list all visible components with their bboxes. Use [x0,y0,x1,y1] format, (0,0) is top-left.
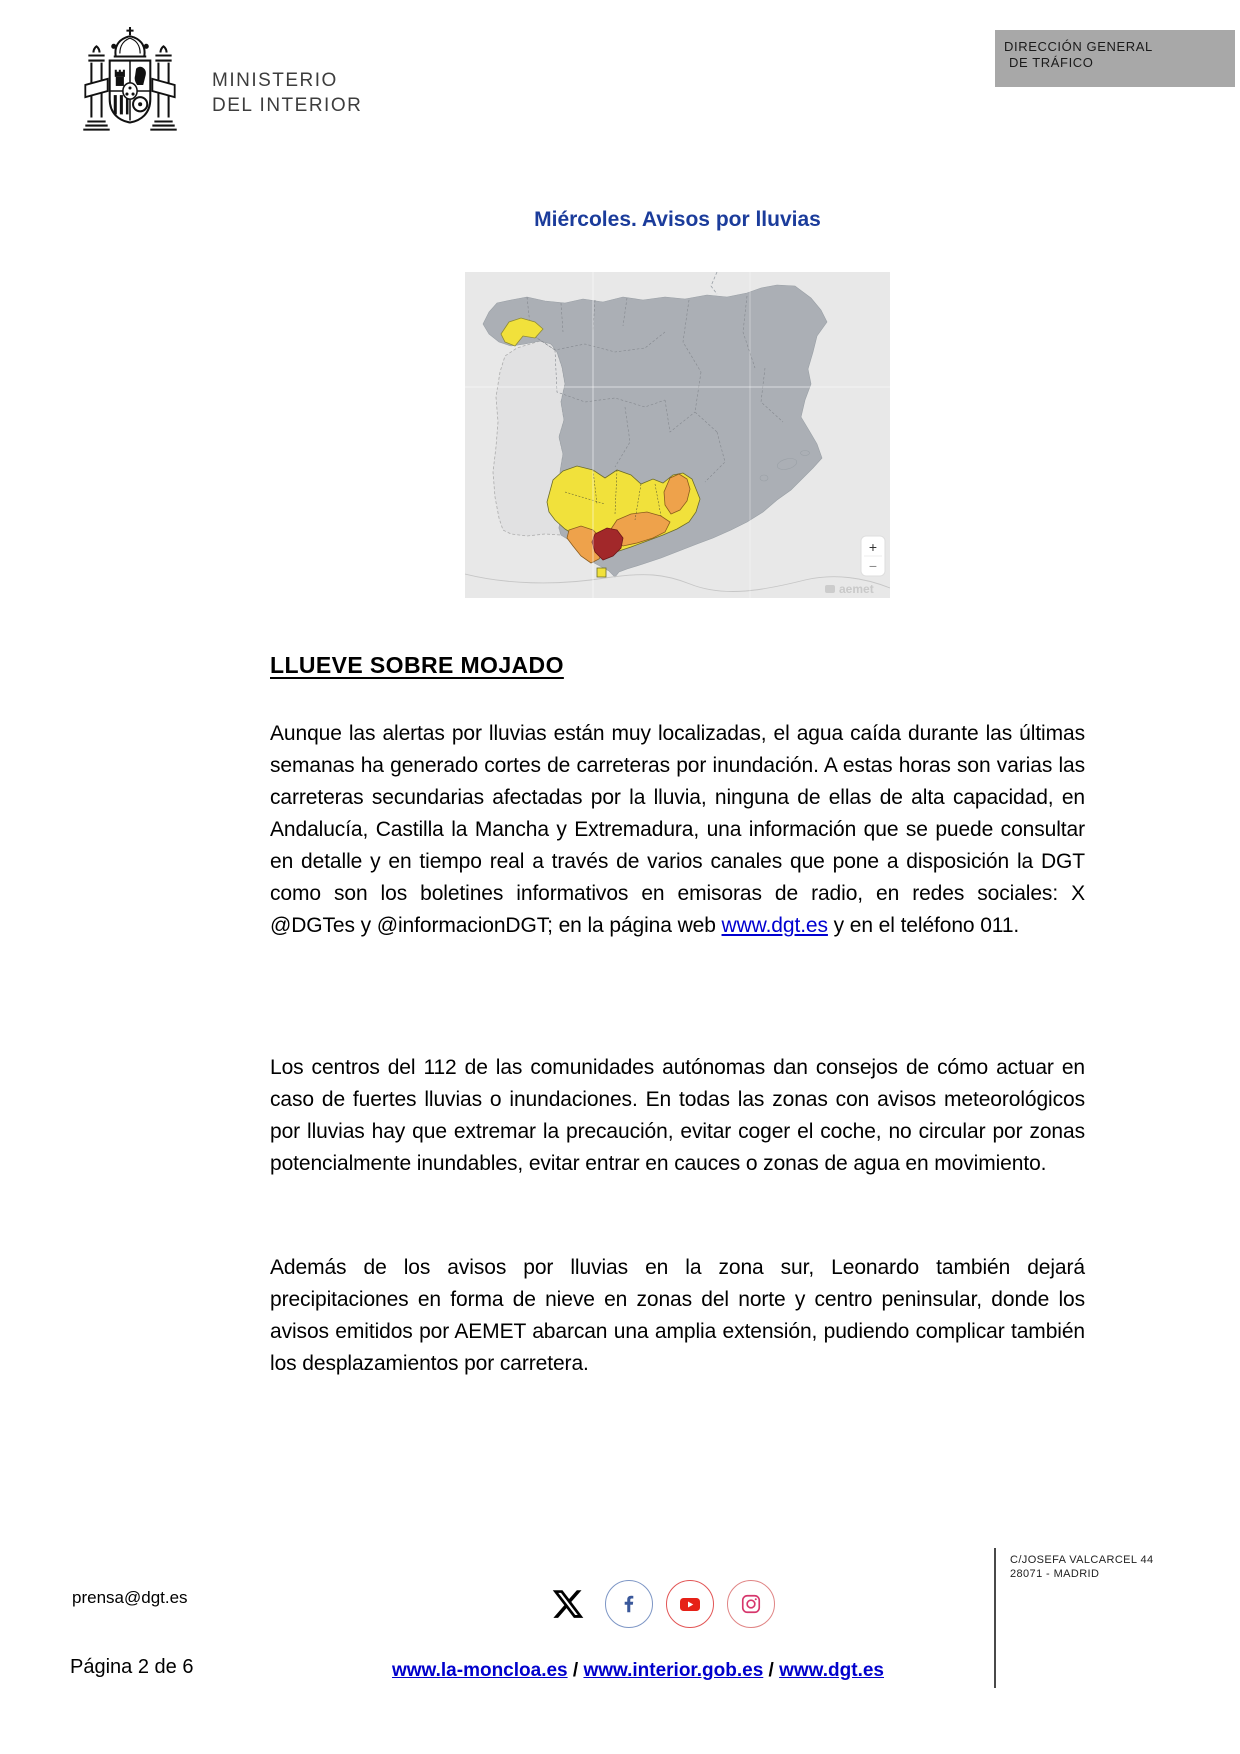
map-zoom-control [861,536,885,576]
x-twitter-icon[interactable] [544,1580,592,1628]
address-line2: 28071 - MADRID [1010,1568,1100,1580]
ministry-name [212,68,362,118]
section-heading: LLUEVE SOBRE MOJADO [270,652,564,678]
department-line2: DE TRÁFICO [1009,55,1094,70]
department-line1: DIRECCIÓN GENERAL [1004,39,1153,54]
page-number: Página 2 de 6 [70,1656,194,1678]
paragraph-3: Además de los avisos por lluvias en la zona sur, Leonardo también dejará precipitaciones en forma de nieve en zonas del norte y centro peninsular, donde los avisos emitidos por AEMET abarcan una amplia extensión, pudiendo complicar también los desplazamientos por carretera. [270,1256,1085,1375]
address-line1: C/JOSEFA VALCARCEL 44 [1010,1554,1154,1566]
aemet-attribution-text: aemet [839,582,874,596]
coat-of-arms-icon [68,24,192,154]
instagram-icon[interactable] [727,1580,775,1628]
dgt-footer-link[interactable]: www.dgt.es [779,1660,884,1681]
ministry-line2: DEL INTERIOR [212,95,363,116]
link-separator: / [567,1660,584,1681]
warning-zone-ceuta-yellow [597,568,606,577]
paragraph-2: Los centros del 112 de las comunidades autónomas dan consejos de cómo actuar en caso de fuertes lluvias o inundaciones. En todas las zonas con avisos meteorológicos por lluvias hay que extremar la precaución, evitar coger el coche, no circular por zonas potencialmente inundables, evitar entrar en cauces o zonas de agua en movimiento. [270,1056,1085,1175]
office-address [1010,1553,1154,1581]
youtube-icon[interactable] [666,1580,714,1628]
paragraph-1-text-after: y en el teléfono 011. [827,914,1020,937]
map-zoom-out-button[interactable]: − [868,558,878,574]
paragraph-1-text-before: Aunque las alertas por lluvias están muy localizadas, el agua caída durante las últimas semanas ha generado cortes de carreteras por inundación. A estas horas son varias las carreteras secundarias afectadas por la lluvia, ninguna de ellas de alta capacidad, en Andalucía, Castilla la Mancha y Extremadura, una información que se puede consultar en detalle y en tiempo real a través de varios canales que pone a disposición la DGT como son los boletines informativos en emisoras de radio, en redes sociales: X @DGTes y @informacionDGT; en la página web [270,722,1085,937]
facebook-icon[interactable] [605,1580,653,1628]
interior-gob-link[interactable]: www.interior.gob.es [583,1660,764,1681]
dgt-website-link[interactable]: www.dgt.es [721,914,828,937]
link-separator: / [763,1660,780,1681]
department-badge [995,30,1235,87]
weather-warning-map [465,272,890,598]
social-icons-row [544,1580,775,1628]
la-moncloa-link[interactable]: www.la-moncloa.es [391,1660,568,1681]
page-title: Miércoles. Avisos por lluvias [534,208,821,231]
footer-links [268,1660,1008,1682]
spain-coat-of-arms-logo [68,24,192,154]
ministry-line1: MINISTERIO [212,70,338,91]
paragraph-1 [270,718,1085,942]
aemet-logo-icon [825,585,835,593]
map-zoom-in-button[interactable]: + [868,539,878,555]
press-email: prensa@dgt.es [72,1588,188,1607]
